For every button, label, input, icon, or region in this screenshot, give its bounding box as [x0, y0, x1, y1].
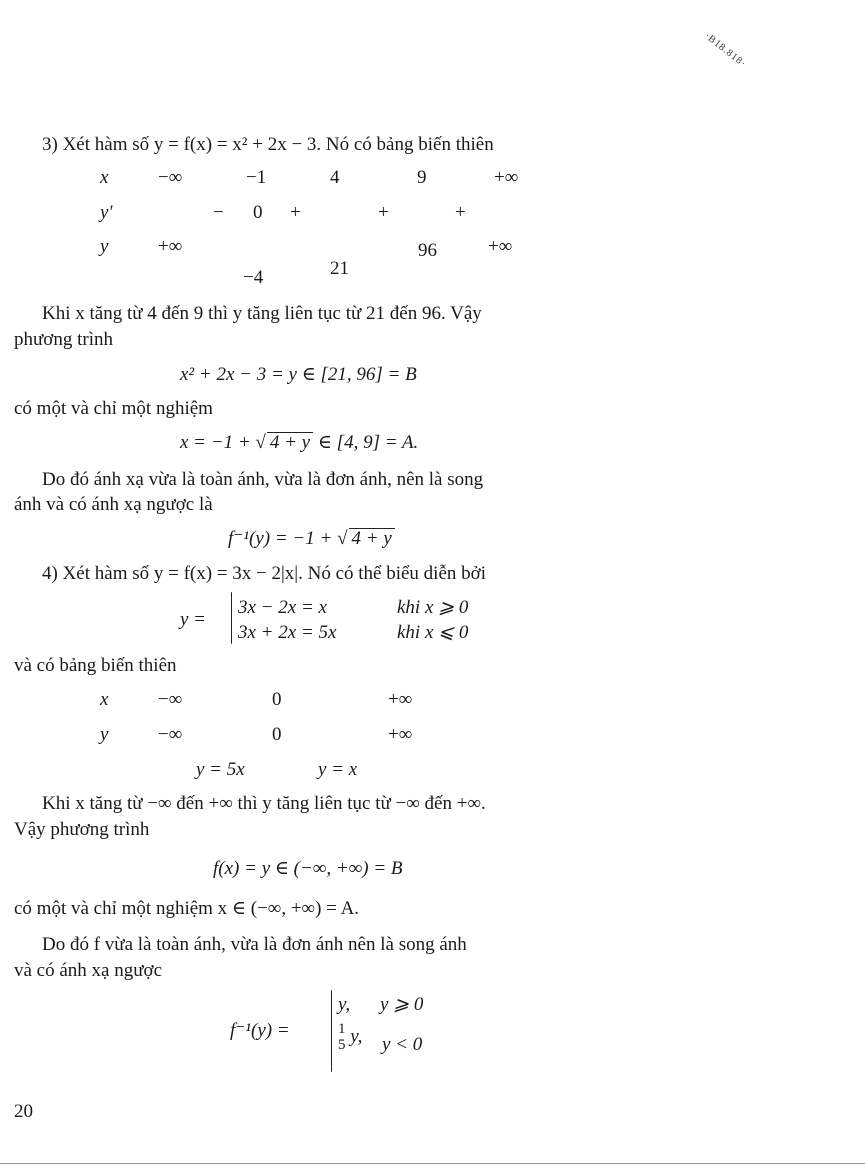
table4-x-label: x: [100, 689, 109, 710]
table4-y-value: +∞: [388, 724, 413, 745]
inverse-brace: [331, 990, 332, 1072]
page-edge-line: [0, 1163, 865, 1164]
inverse-case: y,: [350, 1026, 363, 1048]
piecewise-condition: khi x ⩾ 0: [397, 597, 469, 618]
table3-x-value: −1: [246, 167, 267, 188]
problem3-text: Khi x tăng từ 4 đến 9 thì y tăng liên tục từ 21 đến 96. Vậy: [42, 303, 482, 324]
equation-part: ∈ [4, 9] = A.: [317, 432, 419, 453]
fraction-denominator: 5: [338, 1036, 346, 1053]
problem3-text: có một và chỉ một nghiệm: [14, 398, 213, 419]
problem4-text: có một và chỉ một nghiệm x ∈ (−∞, +∞) = A.: [14, 898, 360, 919]
inverse-fraction: [338, 1022, 362, 1054]
fraction-numerator: 1: [338, 1021, 346, 1037]
table4-x-value: 0: [272, 689, 282, 710]
table3-x-value: 4: [330, 167, 340, 188]
problem4-text: và có ánh xạ ngược: [14, 960, 163, 981]
page-number: 20: [14, 1101, 33, 1122]
table3-dy-value: +: [378, 202, 389, 223]
table3-dy-value: +: [290, 202, 301, 223]
piecewise-case: 3x − 2x = x: [238, 597, 327, 618]
table4-branch-label: y = x: [318, 759, 358, 780]
table3-y-value: −4: [243, 267, 264, 288]
problem3-equation: x = −1 + √ 4 + y ∈ [4, 9] = A.: [180, 432, 419, 453]
fraction: [338, 1022, 346, 1054]
problem3-inverse: f⁻¹(y) = −1 + √ 4 + y: [228, 528, 395, 548]
library-stamp: ·B18.818·: [702, 30, 749, 70]
table3-dy-value: 0: [253, 202, 263, 223]
table4-x-value: −∞: [158, 689, 183, 710]
table3-y-value: 21: [330, 258, 349, 279]
problem3-intro: 3) Xét hàm số y = f(x) = x² + 2x − 3. Nó có bảng biến thiên: [42, 134, 494, 155]
problem3-text: Do đó ánh xạ vừa là toàn ánh, vừa là đơn ánh, nên là song: [42, 469, 484, 490]
problem3-text: phương trình: [14, 329, 113, 350]
table3-y-value: +∞: [158, 236, 183, 257]
table4-x-value: +∞: [388, 689, 413, 710]
table3-x-value: +∞: [494, 167, 519, 188]
problem4-text: Vậy phương trình: [14, 819, 150, 840]
table3-y-value: 96: [418, 240, 437, 261]
table4-y-value: 0: [272, 724, 282, 745]
piecewise-brace: [231, 592, 232, 644]
sqrt-radicand: 4 + y: [267, 432, 313, 452]
inverse-case: y,: [338, 994, 351, 1015]
sqrt-radicand: 4 + y: [349, 528, 395, 548]
problem4-text: Do đó f vừa là toàn ánh, vừa là đơn ánh nên là song ánh: [42, 934, 467, 955]
inverse-condition: y < 0: [382, 1034, 423, 1055]
table3-dy-value: +: [455, 202, 466, 223]
problem3-equation: x² + 2x − 3 = y ∈ [21, 96] = B: [180, 364, 417, 385]
inverse-condition: y ⩾ 0: [380, 994, 424, 1015]
table3-x-value: −∞: [158, 167, 183, 188]
table3-x-value: 9: [417, 167, 427, 188]
table3-dy-value: −: [213, 202, 224, 223]
piecewise-lhs: y =: [180, 609, 207, 630]
equation-part: f⁻¹(y) = −1 +: [228, 528, 333, 549]
table4-y-label: y: [100, 724, 109, 745]
table3-y-label: y: [100, 236, 109, 257]
problem4-equation: f(x) = y ∈ (−∞, +∞) = B: [213, 858, 403, 879]
problem4-text: và có bảng biến thiên: [14, 655, 177, 676]
inverse-lhs: f⁻¹(y) =: [230, 1020, 290, 1041]
table4-branch-label: y = 5x: [196, 759, 245, 780]
table3-dy-label: y': [100, 202, 113, 223]
table4-y-value: −∞: [158, 724, 183, 745]
table3-y-value: +∞: [488, 236, 513, 257]
piecewise-case: 3x + 2x = 5x: [238, 622, 337, 643]
piecewise-condition: khi x ⩽ 0: [397, 622, 469, 643]
problem3-text: ánh và có ánh xạ ngược là: [14, 494, 213, 515]
problem4-text: Khi x tăng từ −∞ đến +∞ thì y tăng liên tục từ −∞ đến +∞.: [42, 793, 486, 814]
table3-x-label: x: [100, 167, 109, 188]
equation-part: x = −1 +: [180, 432, 251, 453]
problem4-intro: 4) Xét hàm số y = f(x) = 3x − 2|x|. Nó có thể biểu diễn bởi: [42, 563, 486, 584]
